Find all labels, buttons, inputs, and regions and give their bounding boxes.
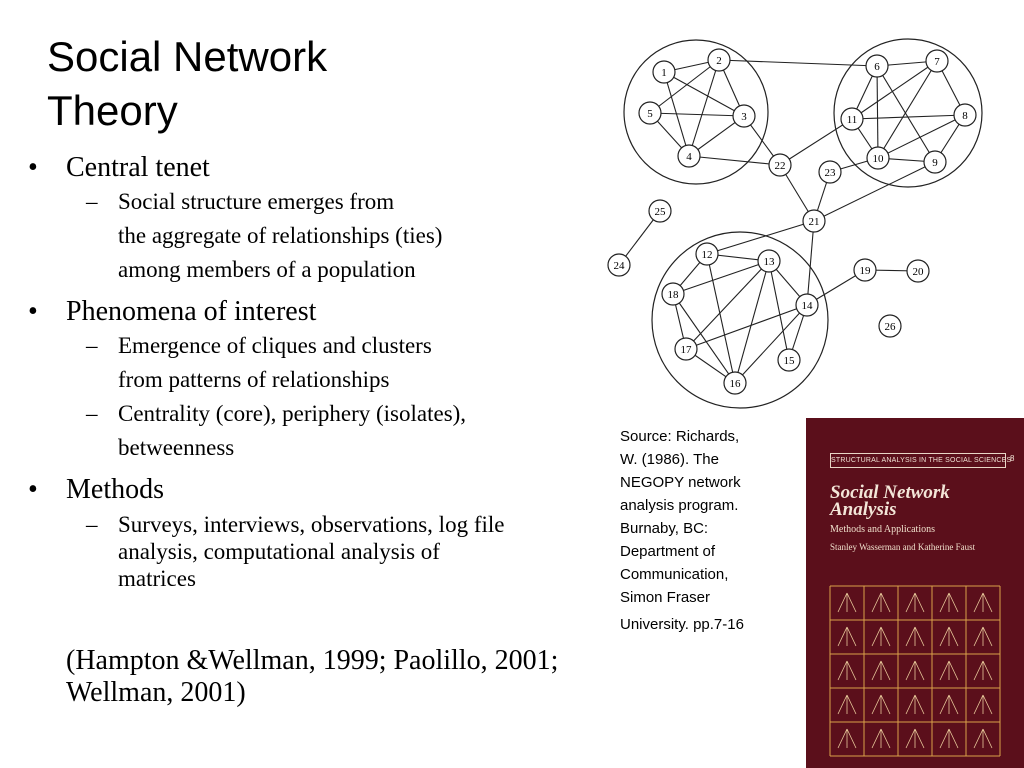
slide-title-text: Social Network Theory: [47, 33, 328, 134]
source-line: NEGOPY network: [620, 474, 741, 491]
book-grid-glyph: [940, 627, 958, 646]
network-node-label: 3: [741, 111, 747, 123]
network-node: [696, 243, 718, 265]
book-series: STRUCTURAL ANALYSIS IN THE SOCIAL SCIENCES: [830, 453, 1006, 468]
book-grid-glyph: [872, 729, 890, 748]
slide-title: [47, 30, 407, 138]
book-grid-glyph: [872, 593, 890, 612]
network-node: [866, 55, 888, 77]
network-node-label: 4: [686, 151, 692, 163]
book-grid-glyph: [940, 695, 958, 714]
book-grid-glyph: [906, 593, 924, 612]
book-grid-glyph: [838, 661, 856, 680]
network-node-label: 22: [774, 160, 786, 172]
source-line: Department of: [620, 543, 716, 560]
network-node: [819, 161, 841, 183]
book-grid-glyph: [906, 627, 924, 646]
book-grid-glyph: [838, 729, 856, 748]
network-edge: [689, 60, 719, 156]
book-grid-glyph: [940, 661, 958, 680]
sub-bullet: – Emergence of cliques and clusters: [86, 333, 432, 358]
sub-bullet-text: analysis, computational analysis of: [118, 539, 440, 564]
network-edge: [780, 119, 852, 165]
book-grid-glyph: [906, 661, 924, 680]
network-node: [778, 349, 800, 371]
sub-bullet-text: Emergence of cliques and clusters: [118, 333, 432, 358]
network-node-label: 21: [808, 216, 820, 228]
book-grid-glyph: [906, 695, 924, 714]
network-node: [924, 151, 946, 173]
network-node-label: 11: [846, 114, 858, 126]
network-node-label: 8: [962, 110, 968, 122]
network-node-label: 5: [647, 108, 653, 120]
source-line: analysis program.: [620, 497, 739, 514]
sub-bullet-text: matrices: [118, 566, 196, 591]
network-edge: [650, 113, 744, 116]
network-edge: [707, 221, 814, 254]
network-node-label: 12: [701, 249, 713, 261]
sub-bullet: – Social structure emerges from: [86, 189, 395, 214]
book-grid-glyph: [906, 729, 924, 748]
book-grid-glyph: [872, 661, 890, 680]
sub-bullet-continuation: [28, 565, 608, 592]
book-grid-glyph: [838, 695, 856, 714]
book-grid-glyph: [974, 627, 992, 646]
network-node: [954, 104, 976, 126]
book-title: [830, 484, 1020, 518]
network-edge: [807, 221, 814, 305]
network-node-label: 18: [667, 289, 679, 301]
sub-bullet-text: Surveys, interviews, observations, log file: [118, 512, 505, 537]
network-node: [907, 260, 929, 282]
book-subtitle: Methods and Applications: [830, 524, 935, 535]
sub-bullet-text: betweenness: [118, 435, 235, 460]
sub-bullet-continuation: [28, 431, 608, 465]
book-grid-glyph: [974, 695, 992, 714]
network-node-label: 26: [884, 321, 896, 333]
book-grid-glyph: [974, 661, 992, 680]
network-node: [675, 338, 697, 360]
network-edge: [877, 66, 878, 158]
network-node: [796, 294, 818, 316]
network-edges: [619, 60, 965, 383]
sub-bullet-text: Social structure emerges from: [118, 189, 395, 214]
book-series-number: 8: [1010, 454, 1015, 463]
bullet-central-tenet: • Central tenet: [28, 152, 210, 183]
bullet-list: [28, 145, 608, 592]
network-node-label: 6: [874, 61, 880, 73]
book-grid-glyph: [838, 593, 856, 612]
network-node: [678, 145, 700, 167]
bullet-text: Central tenet: [66, 152, 210, 183]
sub-bullet-text: Centrality (core), periphery (isolates),: [118, 401, 467, 426]
source-line: Simon Fraser: [620, 589, 711, 606]
network-node-label: 9: [932, 157, 938, 169]
book-cover-graphic: [830, 586, 1000, 756]
bullet-phenomena: • Phenomena of interest: [28, 296, 317, 327]
network-node: [649, 200, 671, 222]
source-line: University. pp.7-16: [620, 616, 744, 633]
source-line: W. (1986). The: [620, 451, 719, 468]
source-line: Communication,: [620, 566, 729, 583]
network-edge: [689, 156, 780, 165]
network-node: [926, 50, 948, 72]
book-grid-glyph: [940, 593, 958, 612]
network-node-label: 13: [763, 256, 775, 268]
network-node: [608, 254, 630, 276]
network-node-label: 2: [716, 55, 722, 67]
network-edge: [877, 66, 935, 162]
network-node-label: 25: [654, 206, 666, 218]
source-line: Burnaby, BC:: [620, 520, 709, 537]
network-node-label: 10: [872, 153, 884, 165]
network-node-label: 24: [613, 260, 625, 272]
book-title-line: Analysis: [830, 499, 897, 520]
network-node: [854, 259, 876, 281]
network-node: [662, 283, 684, 305]
sub-bullet-continuation: [28, 253, 608, 287]
network-node: [639, 102, 661, 124]
network-node-label: 23: [824, 167, 836, 179]
sub-bullet-text: from patterns of relationships: [118, 367, 390, 392]
network-node-label: 20: [912, 266, 924, 278]
sub-bullet-text: the aggregate of relationships (ties): [118, 223, 443, 248]
bullet-methods: • Methods: [28, 474, 164, 505]
network-diagram: [600, 40, 968, 410]
network-edge: [852, 61, 937, 119]
network-node: [758, 250, 780, 272]
network-node: [724, 372, 746, 394]
book-grid-glyph: [940, 729, 958, 748]
network-node: [879, 315, 901, 337]
network-node-label: 15: [783, 355, 795, 367]
book-grid-glyph: [838, 627, 856, 646]
network-node: [867, 147, 889, 169]
network-nodes: [608, 49, 976, 394]
network-node: [733, 105, 755, 127]
network-node-label: 16: [729, 378, 741, 390]
sub-bullet-continuation: [28, 363, 608, 397]
network-edge: [769, 261, 789, 360]
book-grid-glyph: [872, 695, 890, 714]
network-node: [803, 210, 825, 232]
source-note: [620, 425, 795, 636]
network-node-label: 17: [680, 344, 692, 356]
book-grid-glyph: [974, 593, 992, 612]
book-authors: Stanley Wasserman and Katherine Faust: [830, 542, 976, 552]
network-node-label: 7: [934, 56, 940, 68]
network-node: [769, 154, 791, 176]
sub-bullet-continuation: [28, 219, 608, 253]
network-node: [708, 49, 730, 71]
sub-bullet-text: among members of a population: [118, 257, 416, 282]
sub-bullet: – Surveys, interviews, observations, log file: [86, 512, 505, 537]
network-node-label: 1: [661, 67, 667, 79]
sub-bullet: – Centrality (core), periphery (isolates),: [86, 401, 467, 426]
bullet-text: Phenomena of interest: [66, 296, 317, 327]
sub-bullet-continuation: [28, 538, 608, 565]
source-line: Source: Richards,: [620, 428, 740, 445]
network-node-label: 19: [859, 265, 871, 277]
citation: (Hampton &Wellman, 1999; Paolillo, 2001; Wellman, 2001): [66, 645, 559, 708]
book-grid-glyph: [974, 729, 992, 748]
book-cover-image: [806, 418, 1024, 768]
book-grid-glyph: [872, 627, 890, 646]
book-title-line: Social Network: [830, 482, 950, 503]
bullet-text: Methods: [66, 474, 164, 505]
network-node: [841, 108, 863, 130]
network-node-label: 14: [801, 300, 813, 312]
network-node: [653, 61, 675, 83]
